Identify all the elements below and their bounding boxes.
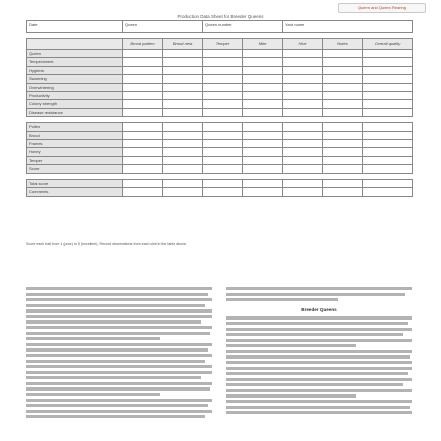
entry-cell[interactable] [123,66,163,74]
illegible-text-line [226,394,356,397]
illegible-text-line [226,361,412,364]
entry-cell[interactable] [203,140,243,148]
table-row [27,148,413,156]
illegible-text-line [226,400,412,403]
illegible-text-line [26,348,208,351]
illegible-text-line [226,350,412,353]
illegible-text-line [226,367,412,370]
illegible-text-line [226,333,403,336]
entry-cell[interactable] [203,188,243,196]
table-row [27,50,413,58]
row-label: Productivity [27,92,123,100]
entry-cell[interactable] [123,131,163,139]
entry-cell[interactable] [363,140,413,148]
header-cell: Brood nest [163,39,203,50]
entry-cell[interactable] [163,123,203,131]
entry-cell[interactable] [203,83,243,91]
entry-cell[interactable] [323,83,363,91]
table-row [27,83,413,91]
row-label: Frames [27,140,123,148]
entry-cell[interactable] [203,92,243,100]
trait-rows [27,50,413,117]
entry-cell[interactable] [243,83,283,91]
row-label: Brood [27,131,123,139]
illegible-text-line [26,399,212,402]
illegible-text-line [26,309,212,312]
body-text-columns [26,287,412,437]
left-column [26,287,212,421]
row-label: Queen [27,50,123,58]
entry-cell[interactable] [163,156,203,164]
entry-cell[interactable] [283,188,323,196]
entry-cell[interactable] [163,148,203,156]
entry-cell[interactable] [283,131,323,139]
title-badge: Queen and Queen Rearing [338,3,426,13]
entry-cell[interactable] [323,50,363,58]
entry-cell[interactable] [283,179,323,187]
entry-cell[interactable] [363,66,413,74]
measurement-rows [27,123,413,173]
header-cell: Temper [203,39,243,50]
entry-cell[interactable] [203,75,243,83]
entry-cell[interactable] [203,58,243,66]
header-cell: Brood pattern [123,39,163,50]
row-label: Comments [27,188,123,196]
entry-cell[interactable] [123,50,163,58]
entry-cell[interactable] [323,148,363,156]
entry-cell[interactable] [363,165,413,173]
entry-cell[interactable] [163,165,203,173]
illegible-text-line [26,293,208,296]
entry-cell[interactable] [243,179,283,187]
entry-cell[interactable] [363,108,413,116]
header-row [27,39,413,50]
illegible-text-line [26,382,212,385]
table-row [27,123,413,131]
entry-cell[interactable] [243,156,283,164]
illegible-text-line [26,371,212,374]
header-cell [27,39,123,50]
entry-cell[interactable] [323,179,363,187]
row-label: Pollen [27,123,123,131]
table-row [27,156,413,164]
illegible-text-line [226,355,410,358]
table-row [27,179,413,187]
entry-cell[interactable] [163,188,203,196]
entry-cell[interactable] [243,148,283,156]
illegible-text-line [26,343,212,346]
yard-name-field[interactable] [283,21,413,33]
illegible-text-line [26,326,212,329]
top-fields-row [27,21,413,33]
illegible-text-line [226,411,412,414]
entry-cell[interactable] [123,92,163,100]
section-heading: Breeder Queens [301,307,337,313]
illegible-text-line [26,365,212,368]
table-row [27,131,413,139]
illegible-text-line [26,376,201,379]
illegible-text-line [26,410,212,413]
entry-cell[interactable] [283,92,323,100]
table-row [27,188,413,196]
entry-cell[interactable] [323,92,363,100]
illegible-text-line [226,293,405,296]
entry-cell[interactable] [203,156,243,164]
entry-cell[interactable] [243,50,283,58]
entry-cell[interactable] [123,58,163,66]
entry-cell[interactable] [203,108,243,116]
header-cell: Notes [323,39,363,50]
entry-cell[interactable] [123,140,163,148]
entry-cell[interactable] [243,58,283,66]
entry-cell[interactable] [123,165,163,173]
header-cell: Overall quality [363,39,413,50]
illegible-text-line [226,339,412,342]
entry-cell[interactable] [203,123,243,131]
data-grid [26,20,413,197]
row-label: Temperament [27,58,123,66]
entry-cell[interactable] [203,100,243,108]
entry-cell[interactable] [323,156,363,164]
entry-cell[interactable] [163,100,203,108]
illegible-text-line [226,322,408,325]
illegible-text-line [226,316,412,319]
illegible-text-line [226,389,412,392]
entry-cell[interactable] [163,140,203,148]
date-label: Date [29,22,38,27]
right-column [226,287,412,417]
footnote [26,242,246,247]
row-label: Colony strength [27,100,123,108]
illegible-text-line [226,328,412,331]
illegible-text-line [26,315,212,318]
table-row [27,140,413,148]
entry-cell[interactable] [163,108,203,116]
illegible-text-line [26,360,205,363]
entry-cell[interactable] [283,100,323,108]
entry-cell[interactable] [283,66,323,74]
entry-cell[interactable] [363,75,413,83]
entry-cell[interactable] [323,100,363,108]
illegible-text-line [226,372,408,375]
table-row [27,66,413,74]
entry-cell[interactable] [203,179,243,187]
entry-cell[interactable] [363,179,413,187]
entry-cell[interactable] [363,58,413,66]
row-label: Swarming [27,75,123,83]
entry-cell[interactable] [203,50,243,58]
entry-cell[interactable] [283,156,323,164]
entry-cell[interactable] [243,92,283,100]
page-title: Production Data Sheet for Breeder Queens [177,14,264,19]
header-cell: Mite [243,39,283,50]
entry-cell[interactable] [203,131,243,139]
entry-cell[interactable] [283,50,323,58]
entry-cell[interactable] [363,188,413,196]
entry-cell[interactable] [163,50,203,58]
entry-cell[interactable] [123,75,163,83]
table-row [27,100,413,108]
entry-cell[interactable] [323,66,363,74]
illegible-text-line [26,415,205,418]
entry-cell[interactable] [163,92,203,100]
entry-cell[interactable] [123,188,163,196]
entry-cell[interactable] [163,66,203,74]
illegible-text-line [226,378,412,381]
entry-cell[interactable] [363,50,413,58]
entry-cell[interactable] [363,83,413,91]
queen-number-field[interactable] [203,21,283,33]
entry-cell[interactable] [283,75,323,83]
entry-cell[interactable] [283,58,323,66]
table-row [27,58,413,66]
table-row [27,108,413,116]
entry-cell[interactable] [123,108,163,116]
entry-cell[interactable] [323,140,363,148]
entry-cell[interactable] [363,100,413,108]
footnote-text: Score each trait from 1 (poor) to 5 (excellent). Record observations from each visit in the table above. [26,242,187,246]
illegible-text-line [26,404,208,407]
yard-name-label: Yard name [285,22,305,27]
illegible-text-line [26,304,205,307]
entry-cell[interactable] [163,131,203,139]
entry-cell[interactable] [243,165,283,173]
entry-cell[interactable] [283,123,323,131]
queen-field[interactable] [123,21,203,33]
row-label: Disease resistance [27,108,123,116]
entry-cell[interactable] [323,188,363,196]
entry-cell[interactable] [123,100,163,108]
entry-cell[interactable] [323,165,363,173]
entry-cell[interactable] [243,140,283,148]
queen-number-label: Queen number [205,22,232,27]
entry-cell[interactable] [203,148,243,156]
entry-cell[interactable] [123,123,163,131]
summary-rows [27,179,413,196]
entry-cell[interactable] [283,140,323,148]
entry-cell[interactable] [163,179,203,187]
entry-cell[interactable] [243,66,283,74]
entry-cell[interactable] [283,148,323,156]
illegible-text-line [26,393,160,396]
illegible-text-line [26,354,212,357]
entry-cell[interactable] [203,165,243,173]
row-label: Honey [27,148,123,156]
queen-label: Queen [125,22,138,27]
entry-cell[interactable] [123,179,163,187]
illegible-text-line [226,344,356,347]
row-label: Total score [27,179,123,187]
data-sheet-table [26,20,412,242]
entry-cell[interactable] [243,188,283,196]
entry-cell[interactable] [363,123,413,131]
row-label: Temper [27,156,123,164]
illegible-text-line [26,298,212,301]
entry-cell[interactable] [243,100,283,108]
entry-cell[interactable] [163,83,203,91]
entry-cell[interactable] [163,58,203,66]
table-row [27,165,413,173]
entry-cell[interactable] [163,75,203,83]
row-label: Score [27,165,123,173]
entry-cell[interactable] [323,108,363,116]
entry-cell[interactable] [123,156,163,164]
header-cell: Hive [283,39,323,50]
entry-cell[interactable] [123,148,163,156]
illegible-text-line [26,332,210,335]
entry-cell[interactable] [323,123,363,131]
illegible-text-line [226,383,403,386]
entry-cell[interactable] [363,92,413,100]
illegible-text-line [26,320,201,323]
illegible-text-line [26,387,210,390]
entry-cell[interactable] [283,108,323,116]
entry-cell[interactable] [203,66,243,74]
illegible-text-line [26,337,160,340]
table-row [27,75,413,83]
entry-cell[interactable] [243,75,283,83]
entry-cell[interactable] [363,131,413,139]
illegible-text-line [226,406,410,409]
date-field[interactable] [27,21,123,33]
entry-cell[interactable] [243,108,283,116]
entry-cell[interactable] [123,83,163,91]
illegible-text-line [226,287,412,290]
entry-cell[interactable] [283,83,323,91]
entry-cell[interactable] [323,131,363,139]
illegible-text-line [226,298,338,301]
entry-cell[interactable] [243,123,283,131]
row-label: Overwintering [27,83,123,91]
entry-cell[interactable] [363,148,413,156]
entry-cell[interactable] [323,75,363,83]
entry-cell[interactable] [363,156,413,164]
entry-cell[interactable] [323,58,363,66]
table-row [27,92,413,100]
entry-cell[interactable] [283,165,323,173]
illegible-text-line [26,287,212,290]
entry-cell[interactable] [243,131,283,139]
row-label: Hygienic [27,66,123,74]
